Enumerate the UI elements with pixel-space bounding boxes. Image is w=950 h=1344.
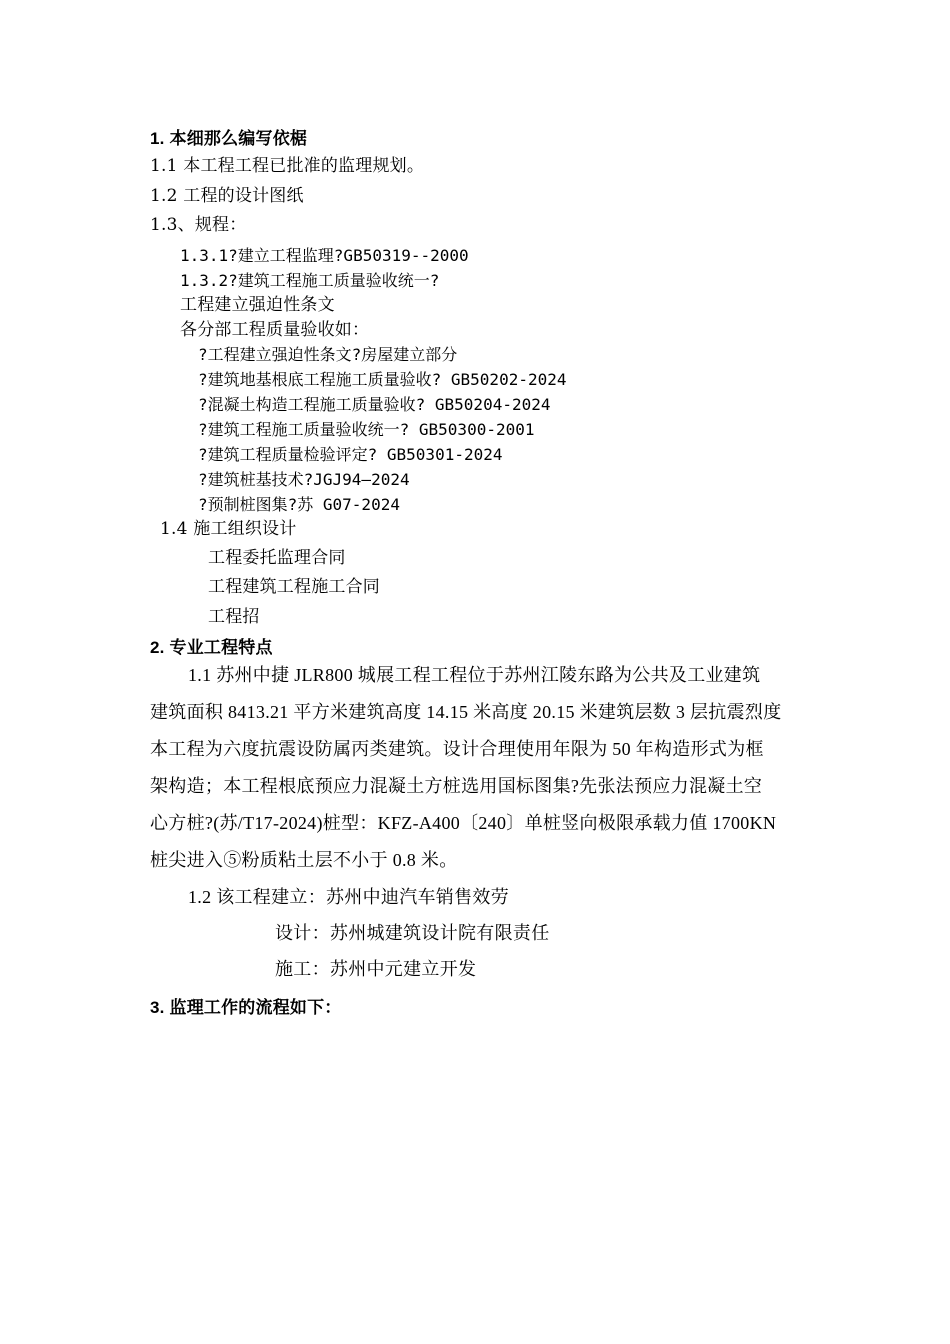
item-1-4: 1.4 施工组织设计: [160, 519, 297, 539]
paragraph-line: 1.1 苏州中捷 JLR800 城展工程工程位于苏州江陵东路为公共及工业建筑: [188, 665, 761, 685]
paragraph-line: 架构造；本工程根底预应力混凝土方桩选用国标图集?先张法预应力混凝土空: [150, 776, 763, 796]
paragraph-line: 建筑面积 8413.21 平方米建筑高度 14.15 米高度 20.15 米建筑层数 3 层抗震烈度: [150, 702, 782, 722]
standard-item: ?建筑工程施工质量验收统一? GB50300-2001: [198, 420, 535, 439]
standard-item: ?建筑地基根底工程施工质量验收? GB50202-2024: [198, 370, 567, 389]
paragraph-line: 心方桩?(苏/T17-2024)桩型：KFZ-A400〔240〕单桩竖向极限承载力值 1700KN: [150, 813, 777, 833]
section-1-heading: 1. 本细那么编写依椐: [150, 129, 308, 148]
section-2-heading: 2. 专业工程特点: [150, 638, 273, 657]
contract-line: 工程招: [208, 607, 260, 627]
acceptance-line: 各分部工程质量验收如：: [180, 320, 370, 340]
section-3-heading: 3. 监理工作的流程如下：: [150, 998, 342, 1017]
standard-item: ?预制桩图集?苏 G07-2024: [198, 495, 400, 514]
design-line: 设计：苏州城建筑设计院有限责任: [275, 923, 550, 943]
construction-line: 施工：苏州中元建立开发: [275, 959, 477, 979]
item-1-2: 1.2 工程的设计图纸: [150, 186, 304, 206]
item-1-3: 1.3、规程：: [150, 215, 247, 235]
standard-item: ?工程建立强迫性条文?房屋建立部分: [198, 345, 458, 364]
contract-line: 工程建筑工程施工合同: [208, 577, 380, 597]
item-1-1: 1.1 本工程工程已批准的监理规划。: [150, 156, 425, 176]
standard-item: ?建筑桩基技术?JGJ94—2024: [198, 470, 410, 489]
standard-item: ?混凝土构造工程施工质量验收? GB50204-2024: [198, 395, 551, 414]
item-1-3-2: 1.3.2?建筑工程施工质量验收统一?: [180, 271, 440, 290]
contract-line: 工程委托监理合同: [208, 548, 346, 568]
item-1-2-builder: 1.2 该工程建立：苏州中迪汽车销售效劳: [188, 887, 509, 907]
paragraph-line: 桩尖进入⑤粉质粘土层不小于 0.8 米。: [150, 850, 458, 870]
item-1-3-1: 1.3.1?建立工程监理?GB50319--2000: [180, 246, 469, 265]
standard-item: ?建筑工程质量检验评定? GB50301-2024: [198, 445, 503, 464]
mandatory-provisions-line: 工程建立强迫性条文: [180, 295, 335, 315]
paragraph-line: 本工程为六度抗震设防属丙类建筑。设计合理使用年限为 50 年构造形式为框: [150, 739, 764, 759]
